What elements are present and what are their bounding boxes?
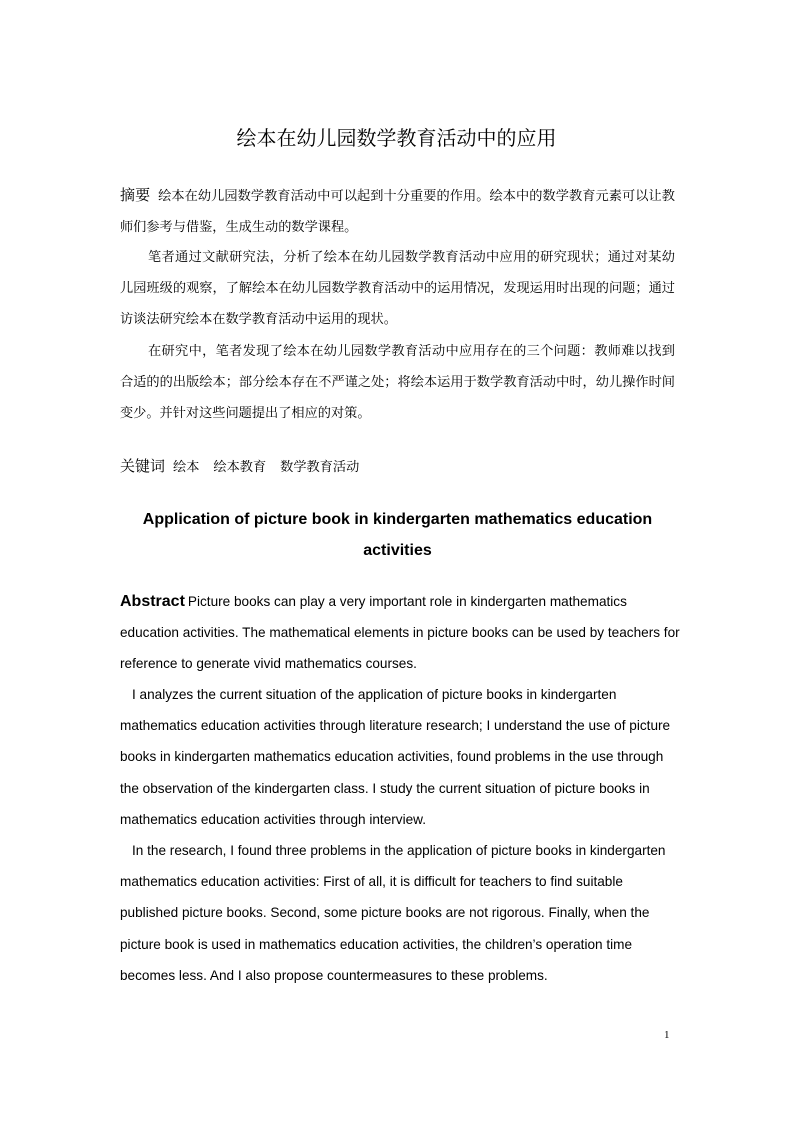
english-abstract-paragraph-3: In the research, I found three problems in the application of picture books in kindergarten mathematics education activities: First of all, it is difficult for teachers to find suitable published picture books. Second, some picture books are not rigorous. Finally, when the picture book is used in mathematics education activities, the children’s operation time becomes less. And I also propose countermeasures to these problems. [120,843,666,983]
chinese-abstract-label: 摘要 [120,186,151,204]
keyword-3: 数学教育活动 [280,460,360,475]
english-abstract-paragraph-1 [120,586,680,680]
chinese-keywords-label: 关键词 [120,457,166,475]
chinese-abstract-paragraph-1 [120,180,675,243]
chinese-abstract-paragraph-2: 笔者通过文献研究法，分析了绘本在幼儿园数学教育活动中应用的研究现状；通过对某幼儿园班级的观察，了解绘本在幼儿园数学教育活动中的运用情况，发现运用时出现的问题；通过访谈法研究绘本在数学教育活动中运用的现状。 [120,250,675,327]
page-number: 1 [664,1029,670,1041]
english-abstract-text-1: Picture books can play a very important role in kindergarten mathematics education activities. The mathematical elements in picture books can be used by teachers for reference to generate vivid mathematics courses. [120,594,680,672]
english-title: Application of picture book in kindergarten mathematics education activities [142,511,653,559]
keyword-2: 绘本教育 [213,460,267,475]
keyword-1: 绘本 [173,460,200,475]
chinese-abstract-paragraph-3: 在研究中，笔者发现了绘本在幼儿园数学教育活动中应用存在的三个问题：教师难以找到合适的的出版绘本；部分绘本存在不严谨之处；将绘本运用于数学教育活动中时，幼儿操作时间变少。并针对这些问题提出了相应的对策。 [120,344,675,421]
chinese-title: 绘本在幼儿园数学教育活动中的应用 [236,126,557,150]
chinese-keywords [120,451,675,483]
english-abstract-paragraph-2: I analyzes the current situation of the application of picture books in kindergarten mathematics education activities through literature research; I understand the use of picture books in kindergarten mathematics education activities, found problems in the use through the observation of the kindergarten class. I study the current situation of picture books in mathematics education activities through interview. [120,687,671,827]
chinese-abstract-text-1: 绘本在幼儿园数学教育活动中可以起到十分重要的作用。绘本中的数学教育元素可以让教师们参考与借鉴，生成生动的数学课程。 [120,189,675,235]
english-abstract-label: Abstract [120,593,185,610]
